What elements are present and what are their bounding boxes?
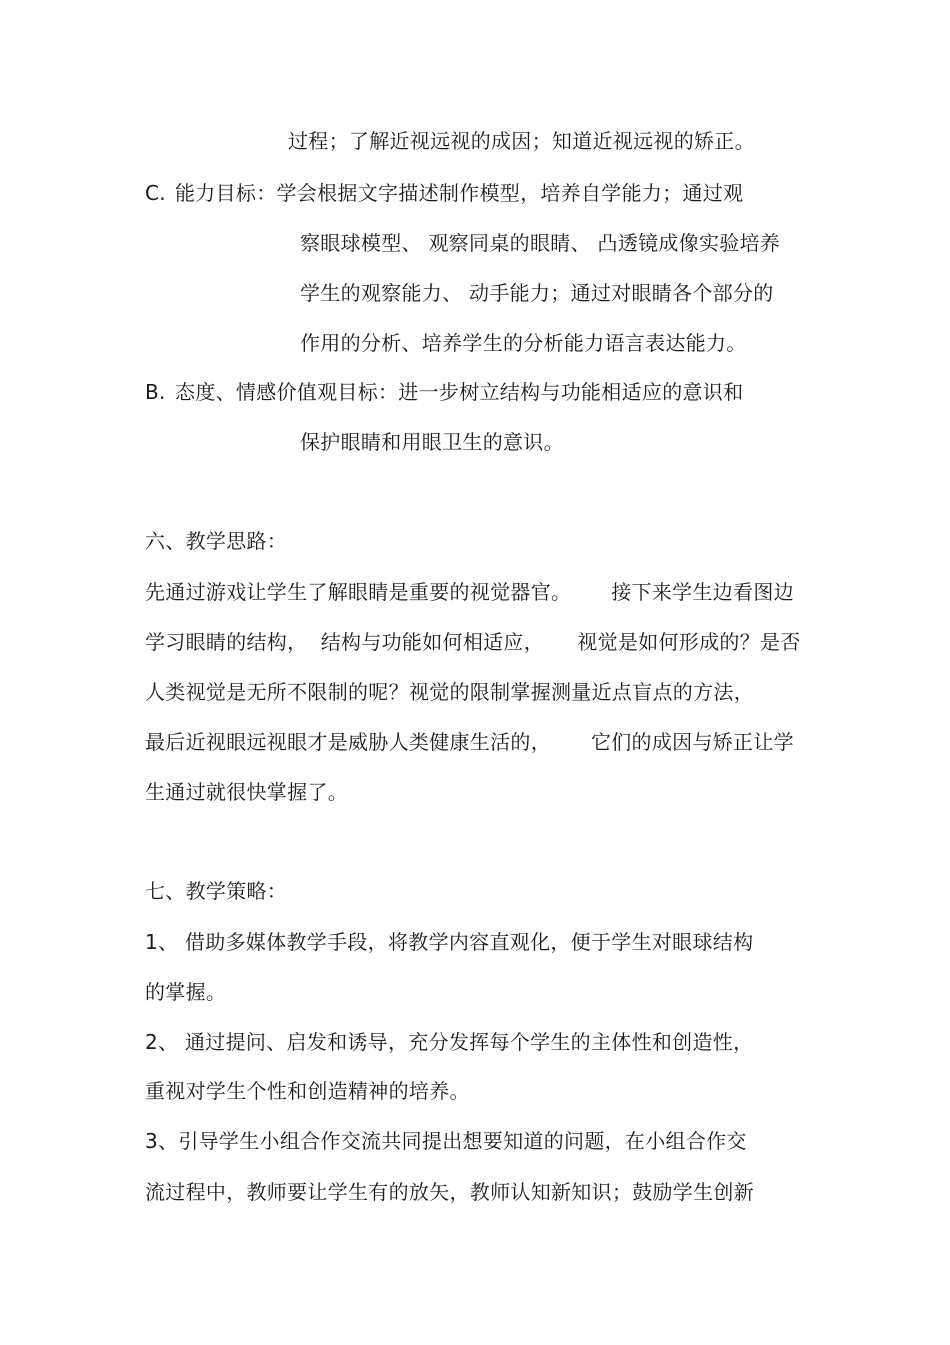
section-6-paragraph-line: 学习眼睛的结构， 结构与功能如何相适应， 视觉是如何形成的？是否 bbox=[145, 630, 801, 654]
section-6-paragraph-line: 人类视觉是无所不限制的呢？视觉的限制掌握测量近点盲点的方法， bbox=[145, 680, 754, 704]
strategy-item-1-line-1: 1、 借助多媒体教学手段，将教学内容直观化，便于学生对眼球结构 bbox=[145, 930, 754, 954]
attitude-goal-marker: B. bbox=[145, 380, 166, 404]
strategy-item-3-line-2: 流过程中，教师要让学生有的放矢，教师认知新知识；鼓励学生创新 bbox=[145, 1180, 754, 1204]
section-7-heading: 七、教学策略： bbox=[145, 879, 288, 903]
section-6-paragraph-line: 最后近视眼远视眼才是威胁人类健康生活的， 它们的成因与矫正让学 bbox=[145, 730, 794, 754]
ability-goal-marker: C. bbox=[145, 181, 166, 205]
ability-goal-line-3: 学生的观察能力、 动手能力；通过对眼睛各个部分的 bbox=[300, 281, 774, 305]
ability-goal-line-4: 作用的分析、培养学生的分析能力语言表达能力。 bbox=[300, 331, 747, 355]
section-6-heading: 六、教学思路： bbox=[145, 529, 288, 553]
ability-goal-line-2: 察眼球模型、 观察同桌的眼睛、 凸透镜成像实验培养 bbox=[300, 231, 781, 255]
strategy-item-1-line-2: 的掌握。 bbox=[145, 980, 227, 1004]
ability-goal-line-1: 能力目标：学会根据文字描述制作模型，培养自学能力；通过观 bbox=[175, 181, 744, 205]
section-6-paragraph-line: 先通过游戏让学生了解眼睛是重要的视觉器官。 接下来学生边看图边 bbox=[145, 580, 794, 604]
attitude-goal-line-1: 态度、情感价值观目标：进一步树立结构与功能相适应的意识和 bbox=[175, 380, 744, 404]
knowledge-goal-continuation: 过程；了解近视远视的成因；知道近视远视的矫正。 bbox=[288, 129, 755, 153]
strategy-item-2-line-2: 重视对学生个性和创造精神的培养。 bbox=[145, 1079, 470, 1103]
strategy-item-3-line-1: 3、引导学生小组合作交流共同提出想要知道的问题，在小组合作交 bbox=[145, 1129, 747, 1153]
attitude-goal-line-2: 保护眼睛和用眼卫生的意识。 bbox=[300, 430, 564, 454]
strategy-item-2-line-1: 2、 通过提问、启发和诱导，充分发挥每个学生的主体性和创造性， bbox=[145, 1030, 754, 1054]
section-6-paragraph-line: 生通过就很快掌握了。 bbox=[145, 780, 348, 804]
